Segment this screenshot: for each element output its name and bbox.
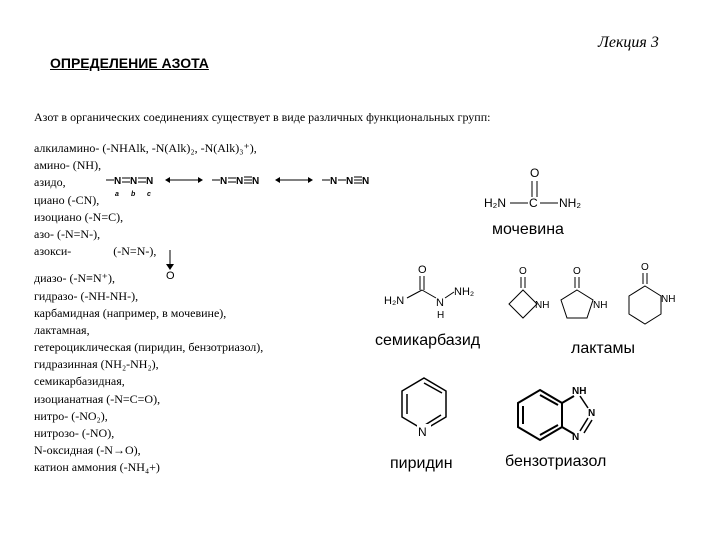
list-item: N-оксидная (-N→O), [34,443,141,458]
pyridine-caption: пиридин [390,455,453,472]
list-item: азидо, [34,175,66,190]
list-item: диазо- (-N≡N⁺), [34,271,115,286]
lecture-number: Лекция 3 [598,34,659,51]
svg-text:NH₂: NH₂ [559,196,581,210]
urea-caption: мочевина [492,221,564,238]
svg-text:N: N [330,176,338,187]
benzotriazole-structure [510,378,610,448]
svg-text:N: N [130,176,138,187]
semicarbazide-caption: семикарбазид [375,332,481,349]
svg-text:N: N [588,408,596,419]
pyridine-structure [394,372,454,442]
list-item: нитро- (-NO₂), [34,408,108,423]
list-item: изоцианатная (-N=C=O), [34,391,161,406]
lactams-caption: лактамы [571,340,635,357]
svg-text:H: H [437,310,445,321]
list-item: азокси- (-N=N-), [34,244,157,259]
svg-text:N: N [362,176,370,187]
svg-text:N: N [114,176,122,187]
list-item: циано (-CN), [34,192,100,207]
svg-text:O: O [519,266,527,277]
list-item: изоциано (-N=C), [34,209,124,224]
list-item: семикарбазидная, [34,374,125,389]
list-item: катион аммония (-NH₄+) [34,460,160,475]
svg-text:b: b [131,191,136,198]
svg-text:O: O [418,264,427,276]
urea-structure [480,165,590,215]
semicarbazide-structure [380,262,490,322]
svg-text:NH₂: NH₂ [454,286,475,298]
svg-text:N: N [252,176,260,187]
list-item: лактамная, [34,322,90,337]
svg-text:O: O [573,266,581,277]
list-item: азо- (-N=N-), [34,226,101,241]
lactams-structure [505,262,685,332]
svg-text:NH: NH [593,300,608,311]
svg-text:O: O [641,262,649,273]
list-item: гидразинная (NH₂-NH₂), [34,357,159,372]
list-item: амино- (NH), [34,158,102,173]
azide-resonance-diagram [100,168,410,200]
svg-text:H₂N: H₂N [484,196,506,210]
azoxy-arrow-icon [160,248,180,282]
svg-text:c: c [147,191,151,198]
list-item: гетероциклическая (пиридин, бензотриазол), [34,340,264,355]
list-item: гидразо- (-NH-NH-), [34,288,139,303]
list-item: нитрозо- (-NO), [34,426,115,440]
svg-text:N: N [436,297,444,309]
benzotriazole-caption: бензотриазол [505,453,607,470]
svg-text:NH: NH [661,294,676,305]
svg-text:a: a [115,191,119,198]
list-item: карбамидная (например, в мочевине), [34,305,227,320]
svg-text:C: C [529,196,538,210]
svg-text:N: N [146,176,154,187]
svg-text:NH: NH [535,300,550,311]
svg-text:O: O [530,166,540,180]
intro-text: Азот в органических соединениях существует в виде различных функциональных групп: [34,110,491,124]
svg-text:N: N [346,176,354,187]
svg-text:N: N [236,176,244,187]
svg-text:N: N [418,425,427,439]
azoxy-oxygen: O [166,270,175,282]
svg-text:N: N [572,432,580,443]
svg-text:N: N [220,176,228,187]
page-title: ОПРЕДЕЛЕНИЕ АЗОТА [50,55,209,71]
list-item: алкиламино- (-NHAlk, -N(Alk)₂, -N(Alk)₃⁺), [34,141,257,155]
svg-text:NH: NH [572,386,587,397]
svg-text:H₂N: H₂N [384,295,405,307]
